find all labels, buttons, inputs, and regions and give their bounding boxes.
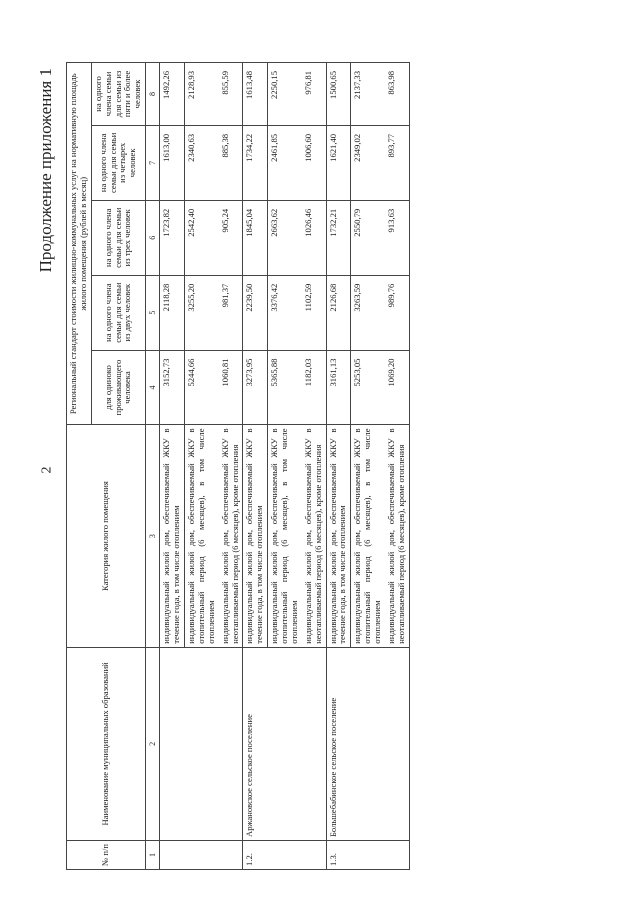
value-cell: 1060,81 xyxy=(219,350,243,425)
table-row xyxy=(160,63,185,870)
table-row xyxy=(243,63,268,870)
value-cell: 1492,26 xyxy=(160,63,185,126)
value-cell: 2550,79 xyxy=(351,200,385,275)
value-cell: 2126,68 xyxy=(326,275,351,350)
header-municipality: Наименование муниципальных образований xyxy=(67,647,146,840)
col-number: 1 xyxy=(146,841,160,870)
category-cell: индивидуальный жилой дом, обеспечиваемый ЖКУ в отопительный период (6 месяцев), в том числе отоплением xyxy=(268,425,302,647)
col-number: 4 xyxy=(146,350,160,425)
value-cell: 1182,03 xyxy=(302,350,326,425)
category-cell: индивидуальный жилой дом, обеспечиваемый ЖКУ в неотапливаемый период (6 месяцев), кроме отопления xyxy=(302,425,326,647)
value-cell: 5244,66 xyxy=(185,350,219,425)
continuation-title: Продолжение приложения 1 xyxy=(36,68,55,273)
value-cell: 1732,21 xyxy=(326,200,351,275)
col-number: 8 xyxy=(146,63,160,126)
value-cell: 981,37 xyxy=(219,275,243,350)
col-number: 6 xyxy=(146,200,160,275)
col-number: 7 xyxy=(146,125,160,200)
category-cell: индивидуальный жилой дом, обеспечиваемый ЖКУ в неотапливаемый период (6 месяцев), кроме отопления xyxy=(385,425,409,647)
housing-standards-table xyxy=(66,62,410,870)
value-cell: 2461,85 xyxy=(268,125,302,200)
value-cell: 905,24 xyxy=(219,200,243,275)
value-cell: 1500,65 xyxy=(326,63,351,126)
value-cell: 3161,13 xyxy=(326,350,351,425)
category-cell: индивидуальный жилой дом, обеспечиваемый ЖКУ в неотапливаемый период (6 месяцев), кроме отопления xyxy=(219,425,243,647)
value-cell: 1723,82 xyxy=(160,200,185,275)
header-standard: Региональный стандарт стоимости жилищно-коммунальных услуг на нормативную площадь жилого помещения (рублей в месяц) xyxy=(67,63,92,425)
table-row xyxy=(326,63,351,870)
category-cell: индивидуальный жилой дом, обеспечиваемый ЖКУ в отопительный период (6 месяцев), в том числе отоплением xyxy=(351,425,385,647)
value-cell: 893,77 xyxy=(385,125,409,200)
value-cell: 2340,63 xyxy=(185,125,219,200)
value-cell: 2118,28 xyxy=(160,275,185,350)
col-number: 2 xyxy=(146,647,160,840)
category-cell: индивидуальный жилой дом, обеспечиваемый ЖКУ в течение года, в том числе отоплением xyxy=(326,425,351,647)
value-cell: 863,98 xyxy=(385,63,409,126)
value-cell: 976,81 xyxy=(302,63,326,126)
col-number: 5 xyxy=(146,275,160,350)
value-cell: 1734,22 xyxy=(243,125,268,200)
category-cell: индивидуальный жилой дом, обеспечиваемый ЖКУ в отопительный период (6 месяцев), в том числе отоплением xyxy=(185,425,219,647)
value-cell: 1613,48 xyxy=(243,63,268,126)
row-num: 1.2. xyxy=(243,841,326,870)
col-number: 3 xyxy=(146,425,160,647)
value-cell: 1006,60 xyxy=(302,125,326,200)
category-cell: индивидуальный жилой дом, обеспечиваемый ЖКУ в течение года, в том числе отоплением xyxy=(160,425,185,647)
row-num: 1.3. xyxy=(326,841,409,870)
value-cell: 2239,50 xyxy=(243,275,268,350)
category-cell: индивидуальный жилой дом, обеспечиваемый ЖКУ в течение года, в том числе отоплением xyxy=(243,425,268,647)
value-cell: 855,59 xyxy=(219,63,243,126)
header-col-four: на одного члена семьи для семьи из четырех человек xyxy=(91,125,145,200)
value-cell: 2250,15 xyxy=(268,63,302,126)
value-cell: 3152,73 xyxy=(160,350,185,425)
value-cell: 1621,40 xyxy=(326,125,351,200)
value-cell: 913,63 xyxy=(385,200,409,275)
value-cell: 1845,04 xyxy=(243,200,268,275)
municipality-name xyxy=(160,647,243,840)
value-cell: 1069,20 xyxy=(385,350,409,425)
value-cell: 1026,46 xyxy=(302,200,326,275)
header-col-single: для одиноко проживающего человека xyxy=(91,350,145,425)
header-col-five: на одного члена семьи для семьи из пяти и более человек xyxy=(91,63,145,126)
header-num: № п/п xyxy=(67,841,146,870)
value-cell: 5365,88 xyxy=(268,350,302,425)
value-cell: 3263,59 xyxy=(351,275,385,350)
value-cell: 3376,42 xyxy=(268,275,302,350)
row-num xyxy=(160,841,243,870)
municipality-name: Большебабинское сельское поселение xyxy=(326,647,409,840)
value-cell: 3273,95 xyxy=(243,350,268,425)
page-number: 2 xyxy=(39,466,55,474)
value-cell: 2542,40 xyxy=(185,200,219,275)
value-cell: 989,76 xyxy=(385,275,409,350)
value-cell: 2137,33 xyxy=(351,63,385,126)
value-cell: 3255,20 xyxy=(185,275,219,350)
header-category: Категория жилого помещения xyxy=(67,425,146,647)
header-col-two: на одного члена семьи для семьи из двух человек xyxy=(91,275,145,350)
rotated-sheet xyxy=(28,60,608,890)
value-cell: 2663,62 xyxy=(268,200,302,275)
value-cell: 1613,00 xyxy=(160,125,185,200)
value-cell: 1102,59 xyxy=(302,275,326,350)
value-cell: 885,38 xyxy=(219,125,243,200)
header-col-three: на одного члена семьи для семьи из трех человек xyxy=(91,200,145,275)
value-cell: 2349,02 xyxy=(351,125,385,200)
value-cell: 2128,93 xyxy=(185,63,219,126)
value-cell: 5253,05 xyxy=(351,350,385,425)
municipality-name: Аржановское сельское поселение xyxy=(243,647,326,840)
